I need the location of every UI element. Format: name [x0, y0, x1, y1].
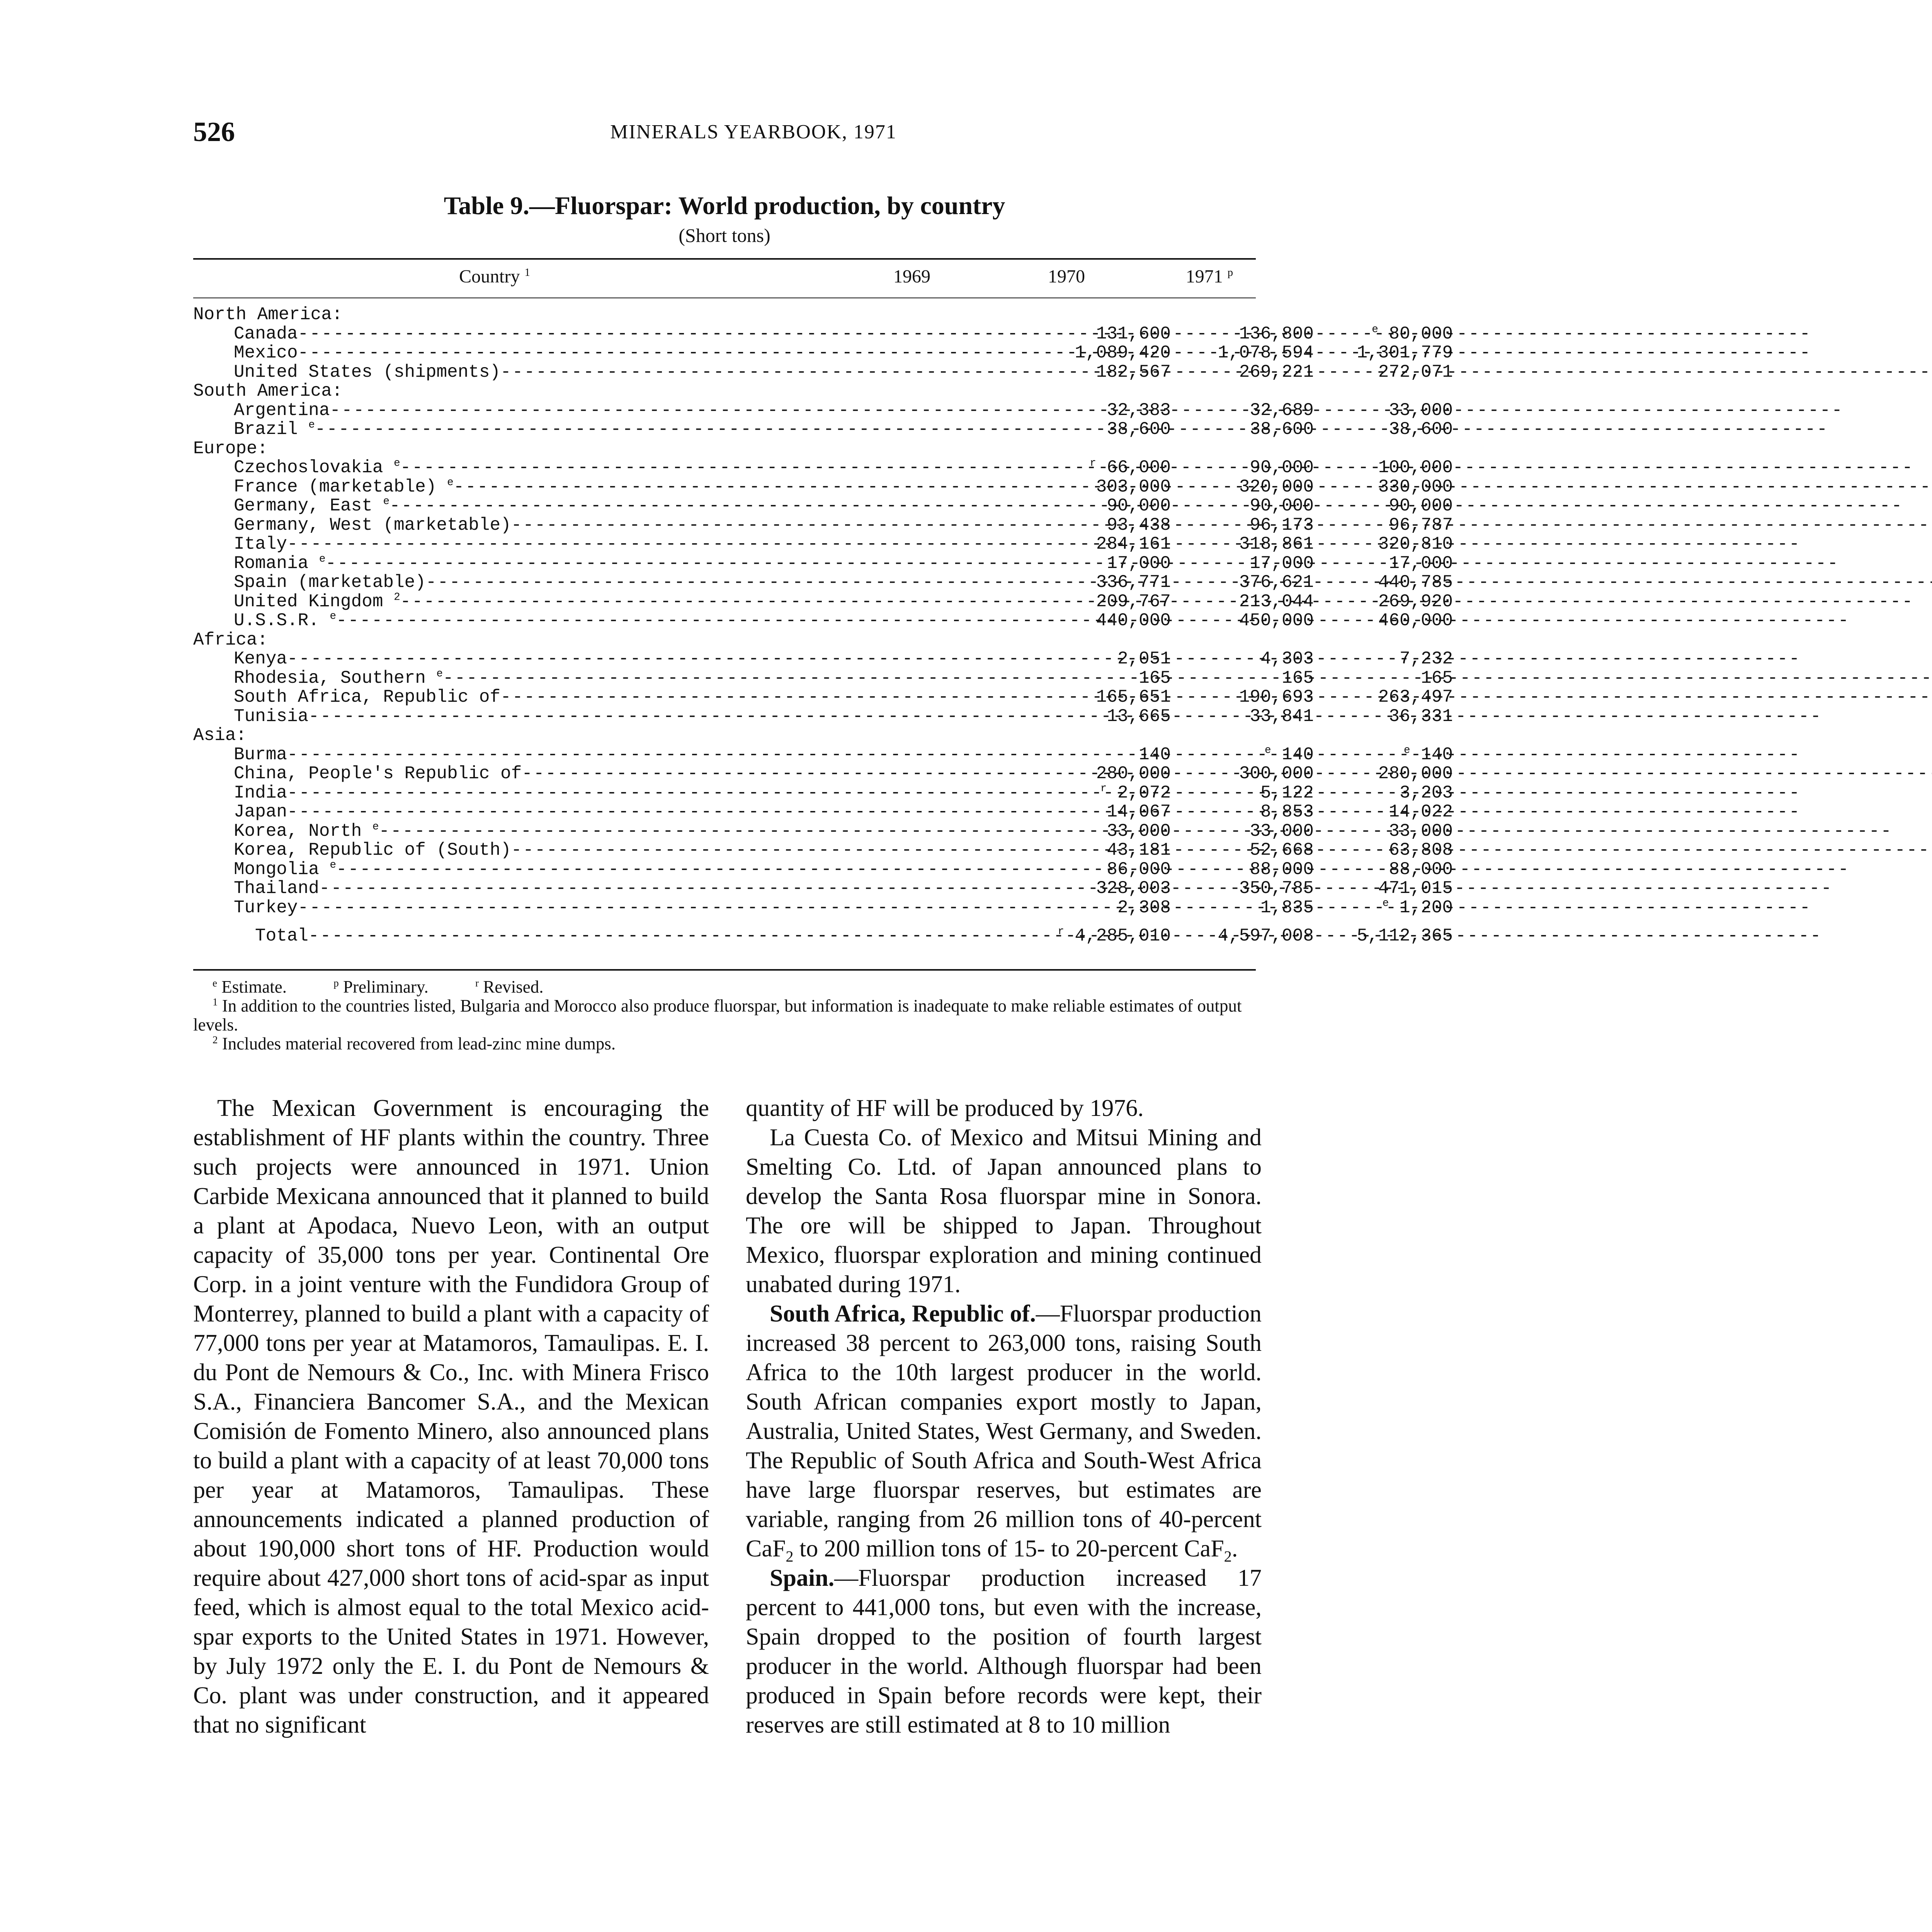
- row-label: [234, 879, 854, 898]
- cell-v71: [1287, 420, 1453, 439]
- region-row: [193, 726, 1260, 745]
- country-name: Mexico: [234, 343, 298, 363]
- value-text: 318,861: [1239, 534, 1314, 554]
- country-name: Czechoslovakia: [234, 457, 383, 478]
- table-unit: (Short tons): [679, 224, 770, 246]
- value-text: 376,621: [1239, 572, 1314, 592]
- table-row: [193, 649, 1453, 669]
- value-text: 93,438: [1107, 515, 1171, 535]
- value-text: 86,000: [1107, 859, 1171, 879]
- cell-v71: [1287, 822, 1453, 841]
- cell-v71: [1287, 688, 1453, 707]
- table-row: [193, 687, 1453, 707]
- value-text: 2,051: [1117, 649, 1171, 669]
- row-label: [234, 554, 854, 573]
- paragraph-continuation: quantity of HF will be produced by 1976.: [746, 1095, 1144, 1121]
- row-label: [234, 764, 854, 784]
- cell-v71: [1287, 554, 1453, 573]
- row-label: [234, 860, 854, 879]
- value-text: 190,693: [1239, 687, 1314, 707]
- cell-v71: [1287, 879, 1453, 898]
- row-label: [193, 382, 854, 401]
- table-row: [193, 553, 1453, 573]
- value-text: 17,000: [1389, 553, 1453, 573]
- row-label: [234, 420, 854, 439]
- cell-v71: [1287, 516, 1453, 535]
- value-text: 280,000: [1378, 764, 1453, 784]
- row-label: [234, 478, 854, 497]
- value-text: 284,161: [1096, 534, 1171, 554]
- cell-v71: [1287, 497, 1453, 516]
- country-name: Japan: [234, 802, 287, 822]
- country-name: North America:: [193, 304, 343, 325]
- country-name: South Africa, Republic of: [234, 687, 501, 707]
- row-label: [193, 439, 854, 459]
- cell-v71: [1287, 573, 1453, 592]
- value-text: 1,301,779: [1357, 343, 1453, 363]
- name-mark: e: [436, 668, 443, 680]
- column-header-1971: 1971 $^p$: [1185, 266, 1233, 287]
- value-text: 131,600: [1096, 323, 1171, 344]
- paragraph-south-africa: South Africa, Republic of.—Fluorspar production increased 38 percent to 263,000 tons, raising South Africa to the 10th largest producer in the world. South African companies export mostly to Japan, Australia, United States, West Germany, and Sweden. The Republic of South Africa and South-West Africa have large fluorspar reserves, but estimates are variable, ranging from 26 million tons of 40-percent CaF$_2$ to 200 million tons of 15- to 20-percent CaF$_2$.: [746, 1301, 1262, 1565]
- table-body: [193, 304, 1453, 946]
- country-name: Burma: [234, 744, 287, 765]
- value-text: 350,785: [1239, 878, 1314, 898]
- value-text: 7,232: [1399, 649, 1453, 669]
- value-text: 1,835: [1260, 897, 1314, 918]
- country-name: Germany, West (marketable): [234, 515, 511, 535]
- value-text: 320,810: [1378, 534, 1453, 554]
- value-text: 96,787: [1389, 515, 1453, 535]
- value-text: 1,200: [1399, 897, 1453, 918]
- value-text: 52,668: [1250, 840, 1314, 860]
- column-header-1970: 1970: [1048, 266, 1085, 287]
- cell-v71: [1287, 344, 1453, 363]
- table-row: [193, 515, 1453, 535]
- country-name: Kenya: [234, 649, 287, 669]
- cell-v71: [1287, 745, 1453, 765]
- value-text: 33,841: [1250, 706, 1314, 726]
- cell-v71: [1287, 401, 1453, 420]
- value-text: 43,181: [1107, 840, 1171, 860]
- value-text: 320,000: [1239, 476, 1314, 497]
- table-row: [193, 859, 1453, 879]
- table-row: [193, 572, 1453, 592]
- name-mark: e: [394, 457, 400, 469]
- country-name: China, People's Republic of: [234, 764, 522, 784]
- cell-v71: [1287, 927, 1453, 946]
- table-row: [193, 802, 1453, 822]
- country-name: South America:: [193, 381, 343, 401]
- value-text: 440,785: [1378, 572, 1453, 592]
- column-header-country: Country $^1$: [459, 266, 530, 287]
- value-text: 330,000: [1378, 476, 1453, 497]
- country-name: Canada: [234, 323, 298, 344]
- value-text: 17,000: [1107, 553, 1171, 573]
- country-name: Total: [255, 926, 309, 946]
- table-row: [193, 457, 1453, 478]
- row-label: [234, 707, 854, 726]
- value-mark: e: [1372, 323, 1378, 336]
- value-text: 213,044: [1239, 591, 1314, 612]
- value-mark: e: [1382, 897, 1389, 910]
- country-name: Germany, East: [234, 496, 372, 516]
- row-label: [234, 803, 854, 822]
- footnote-2: $^2$ Includes material recovered from lead-zinc mine dumps.: [213, 1034, 616, 1053]
- country-name: France (marketable): [234, 476, 437, 497]
- row-label: [234, 898, 854, 918]
- column-header-1969: 1969: [893, 266, 930, 287]
- value-text: 4,285,010: [1075, 926, 1171, 946]
- country-name: Spain (marketable): [234, 572, 426, 592]
- row-label: [234, 535, 854, 554]
- value-text: 63,808: [1389, 840, 1453, 860]
- value-text: 3,203: [1399, 782, 1453, 803]
- cell-v71: [1287, 592, 1453, 612]
- paragraph-la-cuesta: La Cuesta Co. of Mexico and Mitsui Mining and Smelting Co. Ltd. of Japan announced plans to develop the Santa Rosa fluorspar mine in Sonora. The ore will be shipped to Japan. Throughout Mexico, fluorspar exploration and mining continued unabated during 1971.: [746, 1124, 1262, 1298]
- cell-v71: [1287, 841, 1453, 860]
- name-mark: e: [308, 419, 315, 431]
- country-name: Africa:: [193, 629, 268, 650]
- table-row: [193, 476, 1453, 497]
- table-row: [193, 782, 1453, 803]
- value-mark: r: [1058, 925, 1064, 938]
- cell-v71: [1287, 860, 1453, 879]
- value-text: 96,173: [1250, 515, 1314, 535]
- value-text: 4,597,008: [1218, 926, 1314, 946]
- value-text: 14,022: [1389, 802, 1453, 822]
- value-text: 14,067: [1107, 802, 1171, 822]
- row-label: [234, 325, 854, 344]
- row-label: [234, 841, 854, 860]
- footnote-abbreviations: $^e$ Estimate. $^p$ Preliminary. $^r$ Revised.: [213, 977, 544, 997]
- value-text: 272,071: [1378, 362, 1453, 382]
- table-row: [193, 744, 1453, 765]
- value-text: 303,000: [1096, 476, 1171, 497]
- cell-v71: [1287, 478, 1453, 497]
- table-row: [193, 764, 1453, 784]
- row-label: [234, 784, 854, 803]
- cell-v71: [1287, 458, 1453, 478]
- row-label: [234, 822, 854, 841]
- table-row: [193, 706, 1453, 726]
- cell-v71: [1287, 535, 1453, 554]
- value-text: 100,000: [1378, 457, 1453, 478]
- region-row: [193, 439, 1260, 459]
- value-mark: e: [1404, 744, 1410, 757]
- value-text: 209,767: [1096, 591, 1171, 612]
- table-bottom-rule: [193, 969, 1256, 971]
- row-label: [234, 688, 854, 707]
- cell-v71: [1287, 764, 1453, 784]
- table-row: [193, 362, 1453, 382]
- value-text: 450,000: [1239, 611, 1314, 631]
- table-top-rule: [193, 258, 1256, 260]
- region-row: [193, 631, 1260, 650]
- value-text: 165,651: [1096, 687, 1171, 707]
- value-text: 33,000: [1389, 821, 1453, 841]
- value-text: 66,000: [1107, 457, 1171, 478]
- value-text: 33,000: [1389, 400, 1453, 420]
- row-label: [234, 401, 854, 420]
- country-name: Mongolia: [234, 859, 319, 879]
- table-row: [193, 343, 1453, 363]
- value-text: 165: [1421, 668, 1453, 688]
- country-name: India: [234, 782, 287, 803]
- row-label: [234, 363, 854, 382]
- value-text: 90,000: [1389, 496, 1453, 516]
- name-mark: e: [383, 495, 390, 508]
- value-text: 5,112,365: [1357, 926, 1453, 946]
- country-name: Korea, Republic of (South): [234, 840, 511, 860]
- running-head: MINERALS YEARBOOK, 1971: [610, 121, 897, 143]
- table-row: [193, 591, 1453, 612]
- name-mark: e: [319, 553, 326, 565]
- country-name: Tunisia: [234, 706, 309, 726]
- value-text: 136,800: [1239, 323, 1314, 344]
- value-text: 328,003: [1096, 878, 1171, 898]
- country-name: U.S.S.R.: [234, 611, 319, 631]
- country-name: Korea, North: [234, 821, 362, 841]
- value-text: 33,000: [1250, 821, 1314, 841]
- value-text: 13,665: [1107, 706, 1171, 726]
- cell-v71: [1287, 650, 1453, 669]
- country-name: Brazil: [234, 419, 298, 439]
- country-name: Thailand: [234, 878, 319, 898]
- country-name: Argentina: [234, 400, 330, 420]
- country-name: United States (shipments): [234, 362, 501, 382]
- value-text: 88,000: [1250, 859, 1314, 879]
- table-row: [193, 419, 1453, 439]
- paragraph-mexico-hf-plants: The Mexican Government is encouraging the establishment of HF plants within the country. Three such projects were announced in 1971. Union Carbide Mexicana announced that it planned to build a plant at Apodaca, Nuevo Leon, with an output capacity of 35,000 tons per year. Continental Ore Corp. in a joint venture with the Fundidora Group of Monterrey, planned to build a plant with a capacity of 77,000 tons per year at Matamoros, Tamaulipas. E. I. du Pont de Nemours & Co., Inc. with Minera Frisco S.A., Financiera Bancomer S.A., and the Mexican Comisión de Fomento Minero, also announced plans to build a plant with a capacity of at least 70,000 tons per year at Matamoros, Tamaulipas. These announcements indicated a planned production of about 190,000 short tons of HF. Production would require about 427,000 short tons of acid-spar as input feed, which is almost equal to the total Mexico acid-spar exports to the United States in 1971. However, by July 1972 only the E. I. du Pont de Nemours & Co. plant was under construction, and it appeared that no significant: [193, 1095, 709, 1738]
- value-text: 440,000: [1096, 611, 1171, 631]
- value-text: 280,000: [1096, 764, 1171, 784]
- value-text: 5,122: [1260, 782, 1314, 803]
- row-label: [234, 573, 854, 592]
- south-africa-heading: South Africa, Republic of.: [770, 1301, 1036, 1327]
- table-row: [193, 400, 1453, 420]
- value-text: 471,015: [1378, 878, 1453, 898]
- cell-v71: [1287, 898, 1453, 918]
- value-text: 32,689: [1250, 400, 1314, 420]
- cell-v71: [1287, 611, 1453, 631]
- cell-v71: [1287, 363, 1453, 382]
- country-name: Turkey: [234, 897, 298, 918]
- cell-v71: [1287, 325, 1453, 344]
- value-text: 300,000: [1239, 764, 1314, 784]
- table-row: [193, 610, 1453, 631]
- value-text: 269,920: [1378, 591, 1453, 612]
- value-text: 182,567: [1096, 362, 1171, 382]
- table-row: [193, 878, 1453, 898]
- cell-v71: [1287, 707, 1453, 726]
- name-mark: e: [330, 610, 337, 622]
- body-column-right: [746, 1094, 1262, 1740]
- footnote-1: $^1$ In addition to the countries listed, Bulgaria and Morocco also produce fluorspar, but information is inadequate to make reliable estimates of output levels.: [193, 996, 1242, 1034]
- country-name: Rhodesia, Southern: [234, 668, 426, 688]
- region-row: [193, 382, 1260, 401]
- cell-v71: [1287, 669, 1453, 688]
- row-label: [234, 745, 854, 765]
- country-name: Asia:: [193, 725, 247, 745]
- row-label: [234, 497, 854, 516]
- value-text: 336,771: [1096, 572, 1171, 592]
- row-label: [193, 631, 854, 650]
- name-mark: e: [372, 821, 379, 833]
- value-text: 88,000: [1389, 859, 1453, 879]
- value-text: 269,221: [1239, 362, 1314, 382]
- row-label: [255, 927, 854, 946]
- row-label: [234, 611, 854, 631]
- value-text: 140: [1282, 744, 1314, 765]
- value-text: 90,000: [1250, 496, 1314, 516]
- value-text: 33,000: [1107, 821, 1171, 841]
- row-label: [193, 726, 854, 745]
- value-text: 38,600: [1389, 419, 1453, 439]
- table-row: [193, 840, 1453, 860]
- name-mark: 2: [394, 591, 400, 604]
- country-name: United Kingdom: [234, 591, 383, 612]
- country-name: Romania: [234, 553, 309, 573]
- value-text: 2,072: [1117, 782, 1171, 803]
- value-text: 90,000: [1107, 496, 1171, 516]
- body-column-left: [193, 1094, 709, 1740]
- value-mark: e: [1265, 744, 1271, 757]
- value-text: 263,497: [1378, 687, 1453, 707]
- table-row: [193, 534, 1453, 554]
- value-text: 80,000: [1389, 323, 1453, 344]
- country-name: Italy: [234, 534, 287, 554]
- table-row: [193, 668, 1453, 688]
- page-number: 526: [193, 116, 235, 147]
- cell-v71: [1287, 784, 1453, 803]
- cell-v71: [1287, 803, 1453, 822]
- value-mark: r: [1100, 782, 1107, 795]
- value-text: 165: [1282, 668, 1314, 688]
- value-text: 32,383: [1107, 400, 1171, 420]
- value-text: 140: [1139, 744, 1171, 765]
- value-text: 36,331: [1389, 706, 1453, 726]
- value-text: 90,000: [1250, 457, 1314, 478]
- table-footnotes: [193, 978, 1260, 1053]
- value-mark: r: [1090, 457, 1096, 469]
- value-text: 8,853: [1260, 802, 1314, 822]
- table-row: [193, 323, 1453, 344]
- value-text: 38,600: [1107, 419, 1171, 439]
- value-text: 17,000: [1250, 553, 1314, 573]
- name-mark: e: [330, 859, 337, 871]
- value-text: 2,308: [1117, 897, 1171, 918]
- table-row: [193, 495, 1453, 516]
- spain-heading: Spain.: [770, 1565, 835, 1591]
- row-label: [234, 458, 854, 478]
- value-text: 1,078,594: [1218, 343, 1314, 363]
- row-label: [193, 305, 854, 325]
- value-text: 165: [1139, 668, 1171, 688]
- country-name: Europe:: [193, 438, 268, 459]
- name-mark: e: [447, 476, 454, 489]
- total-row: [193, 925, 1453, 946]
- table-row: [193, 821, 1453, 841]
- paragraph-spain: Spain.—Fluorspar production increased 17 percent to 441,000 tons, but even with the increase, Spain dropped to the position of fourth largest producer in the world. Although fluorspar had been produced in Spain before records were kept, their reserves are still estimated at 8 to 10 million: [746, 1565, 1262, 1738]
- value-text: 460,000: [1378, 611, 1453, 631]
- value-text: 1,089,420: [1075, 343, 1171, 363]
- value-text: 140: [1421, 744, 1453, 765]
- row-label: [234, 669, 854, 688]
- value-text: 38,600: [1250, 419, 1314, 439]
- row-label: [234, 650, 854, 669]
- row-label: [234, 344, 854, 363]
- table-title: Table 9.—Fluorspar: World production, by country: [444, 192, 1005, 220]
- row-label: [234, 516, 854, 535]
- value-text: 4,303: [1260, 649, 1314, 669]
- region-row: [193, 305, 1260, 325]
- row-label: [234, 592, 854, 612]
- table-row: [193, 897, 1453, 918]
